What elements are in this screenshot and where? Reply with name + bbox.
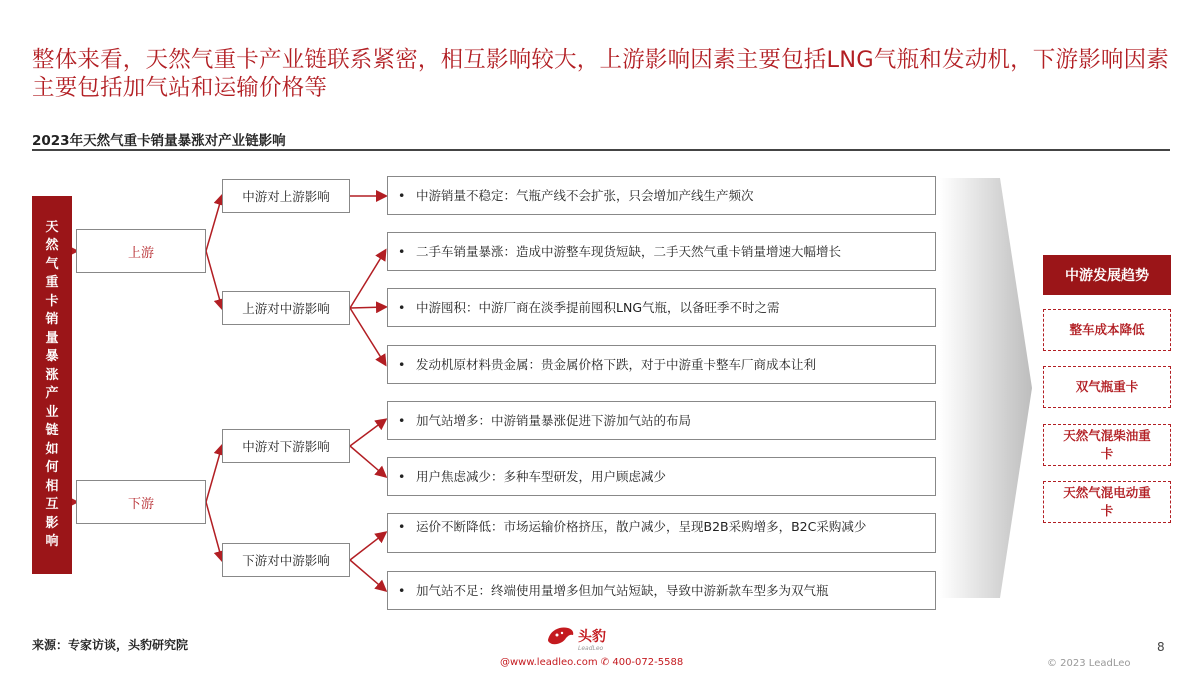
leaf-item <box>387 345 936 384</box>
leaf-item <box>387 513 936 553</box>
source-note: 来源：专家访谈，头豹研究院 <box>32 638 189 652</box>
to-leaf-6 <box>350 446 385 476</box>
trend-title: 中游发展趋势 <box>1043 255 1171 295</box>
bullet-icon: • <box>398 300 406 315</box>
bullet-icon: • <box>398 583 406 598</box>
up-to-mid-on-up <box>206 196 222 251</box>
to-leaf-5 <box>350 420 385 446</box>
leaf-text: 二手车销量暴涨：造成中游整车现货短缺，二手天然气重卡销量增速大幅增长 <box>416 244 842 259</box>
trend-item: 双气瓶重卡 <box>1043 366 1171 408</box>
bullet-icon: • <box>398 244 406 259</box>
leaf-item <box>387 176 936 215</box>
leaf-text: 运价不断降低：市场运输价格挤压，散户减少，呈现B2B采购增多，B2C采购减少 <box>416 519 867 534</box>
page-headline: 整体来看，天然气重卡产业链联系紧密，相互影响较大，上游影响因素主要包括LNG气瓶和发动机，下游影响因素主要包括加气站和运输价格等 <box>32 47 1170 101</box>
leaf-item <box>387 571 936 610</box>
page-number: 8 <box>1157 640 1165 654</box>
root-node <box>32 196 72 574</box>
trend-item: 天然气混柴油重卡 <box>1043 424 1171 466</box>
leaf-text: 用户焦虑减少：多种车型研发，用户顾虑减少 <box>416 469 667 484</box>
to-leaf-3 <box>350 307 385 308</box>
big-arrow-shape <box>940 178 1032 598</box>
leaf-text: 发动机原材料贵金属：贵金属价格下跌，对于中游重卡整车厂商成本让利 <box>416 357 817 372</box>
leaf-item <box>387 232 936 271</box>
leaf-item <box>387 288 936 327</box>
copyright: © 2023 LeadLeo <box>1047 658 1131 669</box>
down-to-down-on-mid <box>206 502 222 560</box>
trend-item: 天然气混电动重卡 <box>1043 481 1171 523</box>
up-to-up-on-mid <box>206 251 222 308</box>
bullet-icon: • <box>398 357 406 372</box>
leaf-text: 中游销量不稳定：气瓶产线不会扩张，只会增加产线生产频次 <box>416 188 754 203</box>
leaf-item <box>387 457 936 496</box>
trend-item: 整车成本降低 <box>1043 309 1171 351</box>
impact-mid-on-down: 中游对下游影响 <box>222 429 350 463</box>
impact-mid-on-up: 中游对上游影响 <box>222 179 350 213</box>
down-to-mid-on-down <box>206 446 222 502</box>
bullet-icon: • <box>398 413 406 428</box>
to-leaf-2 <box>350 251 385 308</box>
bullet-icon: • <box>398 469 406 484</box>
leopard-logo-icon <box>546 624 576 648</box>
upstream-node: 上游 <box>76 229 206 273</box>
leaf-text: 加气站增多：中游销量暴涨促进下游加气站的布局 <box>416 413 692 428</box>
to-leaf-7 <box>350 533 385 560</box>
to-leaf-4 <box>350 308 385 364</box>
impact-down-on-mid: 下游对中游影响 <box>222 543 350 577</box>
bullet-icon: • <box>398 519 406 534</box>
impact-up-on-mid: 上游对中游影响 <box>222 291 350 325</box>
root-node-label: 天然气重卡销量暴涨产业链如何相互影响 <box>45 219 59 549</box>
leaf-text: 加气站不足：终端使用量增多但加气站短缺，导致中游新款车型多为双气瓶 <box>416 583 829 598</box>
downstream-node: 下游 <box>76 480 206 524</box>
leaf-text: 中游囤积：中游厂商在淡季提前囤积LNG气瓶，以备旺季不时之需 <box>416 300 780 315</box>
bullet-icon: • <box>398 188 406 203</box>
chart-subtitle: 2023年天然气重卡销量暴涨对产业链影响 <box>32 133 286 149</box>
contact-info: @www.leadleo.com ✆ 400-072-5588 <box>500 657 684 668</box>
title-divider <box>32 149 1170 151</box>
to-leaf-8 <box>350 560 385 590</box>
leaf-item <box>387 401 936 440</box>
brand-logo-text: 头豹 <box>578 629 606 645</box>
brand-logo-sub: LeadLeo <box>578 645 604 652</box>
